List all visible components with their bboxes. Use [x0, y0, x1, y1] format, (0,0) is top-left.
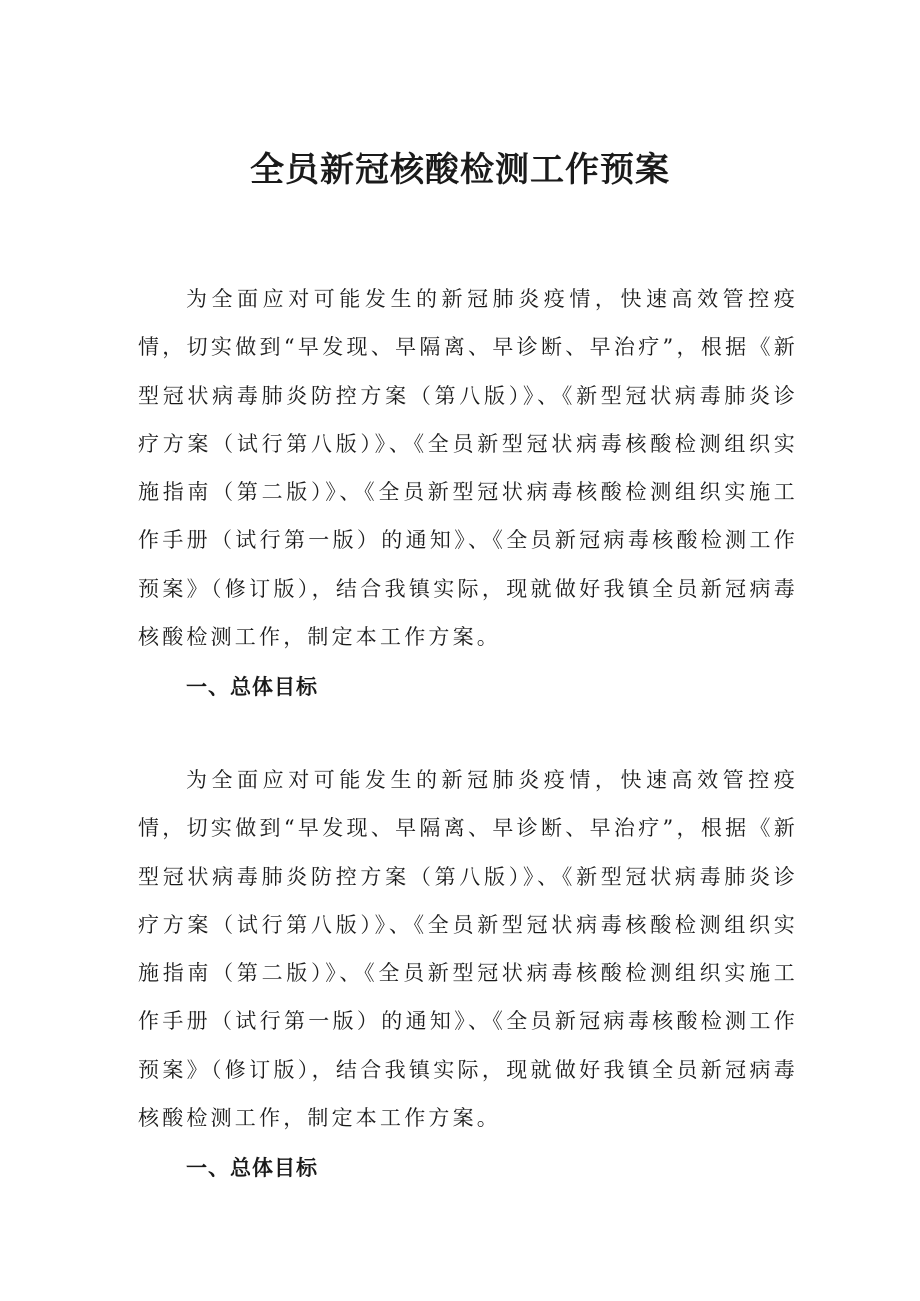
document-title: 全员新冠核酸检测工作预案: [250, 150, 670, 190]
document-section: [138, 275, 798, 709]
section-heading: 一、总体目标: [186, 675, 318, 700]
section-heading: 一、总体目标: [186, 1156, 318, 1181]
body-paragraph: 为全面应对可能发生的新冠肺炎疫情，快速高效管控疫情，切实做到“早发现、早隔离、早诊断、早治疗”，根据《新型冠状病毒肺炎防控方案（第八版）》、《新型冠状病毒肺炎诊疗方案（试行第八版）》、《全员新型冠状病毒核酸检测组织实施指南（第二版）》、《全员新型冠状病毒核酸检测组织实施工作手册（试行第一版）的通知》、《全员新冠病毒核酸检测工作预案》（修订版），结合我镇实际，现就做好我镇全员新冠病毒核酸检测工作，制定本工作方案。: [138, 768, 798, 1131]
document-section: [138, 756, 798, 1190]
body-paragraph: 为全面应对可能发生的新冠肺炎疫情，快速高效管控疫情，切实做到“早发现、早隔离、早诊断、早治疗”，根据《新型冠状病毒肺炎防控方案（第八版）》、《新型冠状病毒肺炎诊疗方案（试行第八版）》、《全员新型冠状病毒核酸检测组织实施指南（第二版）》、《全员新型冠状病毒核酸检测组织实施工作手册（试行第一版）的通知》、《全员新冠病毒核酸检测工作预案》（修订版），结合我镇实际，现就做好我镇全员新冠病毒核酸检测工作，制定本工作方案。: [138, 287, 798, 650]
